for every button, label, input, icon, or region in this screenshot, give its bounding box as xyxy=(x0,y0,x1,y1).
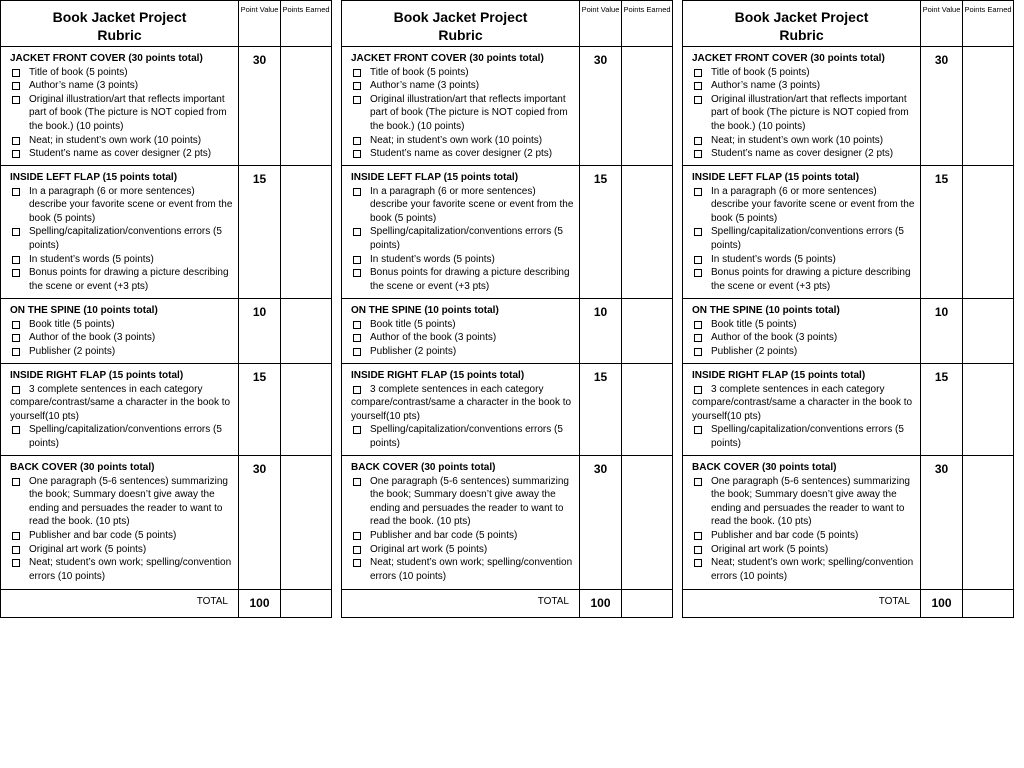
criteria-item xyxy=(692,318,915,332)
criteria-text: Spelling/capitalization/conventions errors (5 points) xyxy=(370,226,563,251)
point-value: 30 xyxy=(239,456,281,590)
checkbox-icon[interactable] xyxy=(694,228,702,236)
criteria-item xyxy=(10,79,233,93)
criteria-item xyxy=(351,475,574,529)
criteria-item xyxy=(10,383,233,424)
criteria-item xyxy=(10,423,233,450)
rubric-title-line2: Rubric xyxy=(97,27,142,43)
points-earned-cell[interactable] xyxy=(622,364,673,456)
checkbox-icon[interactable] xyxy=(694,69,702,77)
checkbox-icon[interactable] xyxy=(12,150,20,158)
point-value: 30 xyxy=(239,47,281,166)
rubric-section-row xyxy=(1,364,332,456)
criteria-text: Title of book (5 points) xyxy=(29,66,128,78)
rubric-sections xyxy=(1,47,332,590)
points-earned-cell[interactable] xyxy=(281,166,332,299)
checkbox-icon[interactable] xyxy=(353,532,361,540)
section-criteria xyxy=(683,47,921,166)
criteria-item xyxy=(10,66,233,80)
criteria-text: Book title (5 points) xyxy=(29,318,115,330)
criteria-text: Neat; in student’s own work (10 points) xyxy=(370,134,543,146)
section-criteria xyxy=(683,364,921,456)
section-criteria xyxy=(342,299,580,364)
checkbox-icon[interactable] xyxy=(694,559,702,567)
checkbox-icon[interactable] xyxy=(12,334,20,342)
rubric-section-row xyxy=(1,299,332,364)
rubric-section-row xyxy=(683,364,1014,456)
section-title: BACK COVER (30 points total) xyxy=(351,462,496,473)
checkbox-icon[interactable] xyxy=(353,348,361,356)
checkbox-icon[interactable] xyxy=(353,321,361,329)
criteria-text: Student’s name as cover designer (2 pts) xyxy=(29,148,212,160)
section-title: ON THE SPINE (10 points total) xyxy=(351,305,499,316)
criteria-item xyxy=(692,79,915,93)
checkbox-icon[interactable] xyxy=(694,137,702,145)
section-criteria xyxy=(342,364,580,456)
criteria-text: Student’s name as cover designer (2 pts) xyxy=(711,148,894,160)
criteria-item xyxy=(692,423,915,450)
total-row xyxy=(1,590,332,618)
total-value: 100 xyxy=(580,590,622,618)
criteria-text: Author’s name (3 points) xyxy=(711,80,821,92)
criteria-text: Neat; student’s own work; spelling/convention errors (10 points) xyxy=(711,557,914,582)
criteria-item xyxy=(10,266,233,293)
criteria-item xyxy=(692,225,915,252)
points-earned-header: Points Earned xyxy=(622,1,673,47)
rubric-section-row xyxy=(342,299,673,364)
checkbox-icon[interactable] xyxy=(694,348,702,356)
checkbox-icon[interactable] xyxy=(694,532,702,540)
criteria-item xyxy=(10,543,233,557)
rubric-title xyxy=(683,1,921,47)
checkbox-icon[interactable] xyxy=(12,321,20,329)
checkbox-icon[interactable] xyxy=(353,269,361,277)
checkbox-icon[interactable] xyxy=(694,321,702,329)
criteria-item xyxy=(692,134,915,148)
point-value: 15 xyxy=(239,166,281,299)
points-earned-cell[interactable] xyxy=(281,364,332,456)
criteria-text: Student’s name as cover designer (2 pts) xyxy=(370,148,553,160)
criteria-text: In a paragraph (6 or more sentences) describe your favorite scene or event from the book (5 points) xyxy=(711,185,915,224)
criteria-text: Book title (5 points) xyxy=(711,318,797,330)
criteria-text: Publisher and bar code (5 points) xyxy=(711,529,859,541)
checkbox-icon[interactable] xyxy=(353,426,361,434)
checkbox-icon[interactable] xyxy=(353,334,361,342)
total-earned-cell[interactable] xyxy=(963,590,1014,618)
rubric-section-row xyxy=(683,47,1014,166)
checkbox-icon[interactable] xyxy=(694,269,702,277)
criteria-text: Bonus points for drawing a picture describing the scene or event (+3 pts) xyxy=(711,267,911,292)
criteria-text: Publisher (2 points) xyxy=(711,345,798,357)
rubric-section-row xyxy=(1,47,332,166)
checkbox-icon[interactable] xyxy=(694,82,702,90)
checkbox-icon[interactable] xyxy=(353,82,361,90)
criteria-item xyxy=(351,93,574,134)
total-row xyxy=(342,590,673,618)
checkbox-icon[interactable] xyxy=(353,150,361,158)
criteria-item xyxy=(351,556,574,583)
points-earned-cell[interactable] xyxy=(622,299,673,364)
section-criteria xyxy=(683,166,921,299)
criteria-item xyxy=(10,253,233,267)
rubric-title xyxy=(342,1,580,47)
point-value: 15 xyxy=(921,364,963,456)
checkbox-icon[interactable] xyxy=(353,256,361,264)
section-criteria xyxy=(342,47,580,166)
rubric-table xyxy=(0,0,332,618)
points-earned-header: Points Earned xyxy=(963,1,1014,47)
rubric-title-line2: Rubric xyxy=(779,27,824,43)
checkbox-icon[interactable] xyxy=(353,386,361,394)
criteria-text: Title of book (5 points) xyxy=(370,66,469,78)
checkbox-icon[interactable] xyxy=(694,426,702,434)
rubric-title xyxy=(1,1,239,47)
criteria-text: Neat; in student’s own work (10 points) xyxy=(29,134,202,146)
points-earned-cell[interactable] xyxy=(281,47,332,166)
criteria-item xyxy=(351,423,574,450)
criteria-text: Neat; student’s own work; spelling/convention errors (10 points) xyxy=(29,557,232,582)
section-criteria xyxy=(1,364,239,456)
criteria-text: Publisher and bar code (5 points) xyxy=(370,529,518,541)
checkbox-icon[interactable] xyxy=(353,137,361,145)
points-earned-cell[interactable] xyxy=(963,456,1014,590)
section-title: INSIDE RIGHT FLAP (15 points total) xyxy=(10,370,184,381)
criteria-item xyxy=(10,475,233,529)
checkbox-icon[interactable] xyxy=(353,188,361,196)
criteria-text: Spelling/capitalization/conventions errors (5 points) xyxy=(711,226,904,251)
checkbox-icon[interactable] xyxy=(12,348,20,356)
section-title: INSIDE LEFT FLAP (15 points total) xyxy=(351,172,519,183)
point-value-header: Point Value xyxy=(239,1,281,47)
section-criteria xyxy=(683,299,921,364)
criteria-text: 3 complete sentences in each category compare/contrast/same a character in the book to yourself(10 pts) xyxy=(10,383,231,422)
checkbox-icon[interactable] xyxy=(353,228,361,236)
checkbox-icon[interactable] xyxy=(694,150,702,158)
checkbox-icon[interactable] xyxy=(694,334,702,342)
criteria-text: Publisher and bar code (5 points) xyxy=(29,529,177,541)
criteria-text: In a paragraph (6 or more sentences) describe your favorite scene or event from the book (5 points) xyxy=(29,185,233,224)
criteria-item xyxy=(10,147,233,161)
checkbox-icon[interactable] xyxy=(12,386,20,394)
criteria-text: Spelling/capitalization/conventions errors (5 points) xyxy=(29,424,222,449)
rubric-section-row xyxy=(342,364,673,456)
points-earned-cell[interactable] xyxy=(281,456,332,590)
criteria-item xyxy=(10,93,233,134)
criteria-text: Publisher (2 points) xyxy=(29,345,116,357)
criteria-item xyxy=(10,556,233,583)
rubric-section-row xyxy=(342,166,673,299)
rubric-section-row xyxy=(1,456,332,590)
criteria-item xyxy=(692,556,915,583)
criteria-item xyxy=(351,79,574,93)
criteria-text: Author’s name (3 points) xyxy=(29,80,139,92)
section-title: INSIDE LEFT FLAP (15 points total) xyxy=(10,172,178,183)
criteria-text: Bonus points for drawing a picture describing the scene or event (+3 pts) xyxy=(29,267,229,292)
criteria-item xyxy=(351,331,574,345)
checkbox-icon[interactable] xyxy=(353,478,361,486)
criteria-item xyxy=(10,331,233,345)
criteria-text: Author’s name (3 points) xyxy=(370,80,480,92)
criteria-item xyxy=(692,383,915,424)
criteria-text: Spelling/capitalization/conventions errors (5 points) xyxy=(29,226,222,251)
criteria-text: In student’s words (5 points) xyxy=(29,253,154,265)
criteria-text: Original illustration/art that reflects important part of book (The picture is NOT copied from the book.) (10 points) xyxy=(711,93,909,132)
point-value: 15 xyxy=(580,364,622,456)
rubric-section-row xyxy=(342,456,673,590)
checkbox-icon[interactable] xyxy=(12,228,20,236)
points-earned-header: Points Earned xyxy=(281,1,332,47)
rubric-section-row xyxy=(342,47,673,166)
checkbox-icon[interactable] xyxy=(694,188,702,196)
section-title: INSIDE RIGHT FLAP (15 points total) xyxy=(692,370,866,381)
point-value: 15 xyxy=(239,364,281,456)
rubric-copy-2 xyxy=(341,0,673,618)
rubric-section-row xyxy=(683,299,1014,364)
criteria-text: In student’s words (5 points) xyxy=(370,253,495,265)
checkbox-icon[interactable] xyxy=(353,559,361,567)
criteria-item xyxy=(351,225,574,252)
total-earned-cell[interactable] xyxy=(281,590,332,618)
points-earned-cell[interactable] xyxy=(963,299,1014,364)
total-value: 100 xyxy=(921,590,963,618)
rubric-header-row xyxy=(342,1,673,47)
criteria-item xyxy=(351,253,574,267)
criteria-item xyxy=(692,475,915,529)
point-value: 10 xyxy=(921,299,963,364)
criteria-item xyxy=(351,529,574,543)
section-title: INSIDE LEFT FLAP (15 points total) xyxy=(692,172,860,183)
total-label: TOTAL xyxy=(342,590,580,618)
criteria-text: In student’s words (5 points) xyxy=(711,253,836,265)
checkbox-icon[interactable] xyxy=(694,546,702,554)
total-label: TOTAL xyxy=(683,590,921,618)
criteria-item xyxy=(692,345,915,359)
points-earned-cell[interactable] xyxy=(622,166,673,299)
criteria-text: 3 complete sentences in each category compare/contrast/same a character in the book to yourself(10 pts) xyxy=(351,383,572,422)
criteria-item xyxy=(351,383,574,424)
criteria-item xyxy=(351,543,574,557)
checkbox-icon[interactable] xyxy=(12,96,20,104)
criteria-item xyxy=(692,331,915,345)
rubric-header-row xyxy=(683,1,1014,47)
criteria-item xyxy=(692,66,915,80)
criteria-item xyxy=(692,543,915,557)
criteria-item xyxy=(692,253,915,267)
rubric-section-row xyxy=(683,456,1014,590)
criteria-item xyxy=(692,185,915,226)
section-criteria xyxy=(1,456,239,590)
section-criteria xyxy=(342,456,580,590)
total-value: 100 xyxy=(239,590,281,618)
checkbox-icon[interactable] xyxy=(12,546,20,554)
rubric-table xyxy=(341,0,673,618)
criteria-text: Neat; student’s own work; spelling/convention errors (10 points) xyxy=(370,557,573,582)
checkbox-icon[interactable] xyxy=(12,137,20,145)
criteria-text: Original art work (5 points) xyxy=(370,543,488,555)
criteria-text: Neat; in student’s own work (10 points) xyxy=(711,134,884,146)
point-value: 10 xyxy=(580,299,622,364)
total-row xyxy=(683,590,1014,618)
point-value: 30 xyxy=(580,47,622,166)
checkbox-icon[interactable] xyxy=(12,188,20,196)
criteria-text: Original art work (5 points) xyxy=(711,543,829,555)
point-value: 30 xyxy=(921,47,963,166)
criteria-text: Bonus points for drawing a picture describing the scene or event (+3 pts) xyxy=(370,267,570,292)
criteria-text: Spelling/capitalization/conventions errors (5 points) xyxy=(370,424,563,449)
checkbox-icon[interactable] xyxy=(353,69,361,77)
checkbox-icon[interactable] xyxy=(694,96,702,104)
checkbox-icon[interactable] xyxy=(353,96,361,104)
point-value-header: Point Value xyxy=(580,1,622,47)
point-value-header: Point Value xyxy=(921,1,963,47)
checkbox-icon[interactable] xyxy=(12,256,20,264)
rubric-table xyxy=(682,0,1014,618)
total-label: TOTAL xyxy=(1,590,239,618)
rubric-title-line2: Rubric xyxy=(438,27,483,43)
criteria-text: Author of the book (3 points) xyxy=(370,332,497,344)
criteria-text: Spelling/capitalization/conventions errors (5 points) xyxy=(711,424,904,449)
criteria-item xyxy=(10,345,233,359)
criteria-text: Original illustration/art that reflects important part of book (The picture is NOT copied from the book.) (10 points) xyxy=(29,93,227,132)
section-criteria xyxy=(1,166,239,299)
section-criteria xyxy=(1,299,239,364)
checkbox-icon[interactable] xyxy=(12,82,20,90)
criteria-item xyxy=(692,147,915,161)
rubric-title-line1: Book Jacket Project xyxy=(734,9,869,25)
checkbox-icon[interactable] xyxy=(694,478,702,486)
checkbox-icon[interactable] xyxy=(12,69,20,77)
point-value: 15 xyxy=(921,166,963,299)
criteria-text: Original illustration/art that reflects important part of book (The picture is NOT copied from the book.) (10 points) xyxy=(370,93,568,132)
criteria-item xyxy=(10,134,233,148)
section-title: JACKET FRONT COVER (30 points total) xyxy=(692,53,885,64)
rubric-sections xyxy=(342,47,673,590)
rubric-header-row xyxy=(1,1,332,47)
criteria-item xyxy=(692,93,915,134)
points-earned-cell[interactable] xyxy=(963,364,1014,456)
criteria-text: Book title (5 points) xyxy=(370,318,456,330)
section-criteria xyxy=(342,166,580,299)
checkbox-icon[interactable] xyxy=(353,546,361,554)
checkbox-icon[interactable] xyxy=(12,478,20,486)
section-title: JACKET FRONT COVER (30 points total) xyxy=(10,53,203,64)
criteria-text: One paragraph (5-6 sentences) summarizing the book; Summary doesn’t give away the ending and persuades the reader to want to read the book. (10 pts) xyxy=(370,475,569,528)
rubric-copy-3 xyxy=(682,0,1014,618)
criteria-text: One paragraph (5-6 sentences) summarizing the book; Summary doesn’t give away the ending and persuades the reader to want to read the book. (10 pts) xyxy=(711,475,910,528)
criteria-text: Publisher (2 points) xyxy=(370,345,457,357)
rubric-copy-1 xyxy=(0,0,332,618)
point-value: 30 xyxy=(921,456,963,590)
point-value: 30 xyxy=(580,456,622,590)
criteria-text: 3 complete sentences in each category compare/contrast/same a character in the book to yourself(10 pts) xyxy=(692,383,913,422)
section-criteria xyxy=(1,47,239,166)
section-title: ON THE SPINE (10 points total) xyxy=(692,305,840,316)
checkbox-icon[interactable] xyxy=(12,426,20,434)
checkbox-icon[interactable] xyxy=(12,269,20,277)
checkbox-icon[interactable] xyxy=(12,559,20,567)
criteria-item xyxy=(351,66,574,80)
criteria-item xyxy=(10,318,233,332)
points-earned-cell[interactable] xyxy=(622,47,673,166)
rubric-title-line1: Book Jacket Project xyxy=(52,9,187,25)
rubric-title-line1: Book Jacket Project xyxy=(393,9,528,25)
criteria-item xyxy=(10,225,233,252)
rubric-section-row xyxy=(1,166,332,299)
criteria-text: Title of book (5 points) xyxy=(711,66,810,78)
checkbox-icon[interactable] xyxy=(12,532,20,540)
rubric-sections xyxy=(683,47,1014,590)
points-earned-cell[interactable] xyxy=(963,166,1014,299)
criteria-text: In a paragraph (6 or more sentences) describe your favorite scene or event from the book (5 points) xyxy=(370,185,574,224)
rubric-section-row xyxy=(683,166,1014,299)
section-title: INSIDE RIGHT FLAP (15 points total) xyxy=(351,370,525,381)
criteria-text: One paragraph (5-6 sentences) summarizing the book; Summary doesn’t give away the ending and persuades the reader to want to read the book. (10 pts) xyxy=(29,475,228,528)
point-value: 15 xyxy=(580,166,622,299)
section-title: JACKET FRONT COVER (30 points total) xyxy=(351,53,544,64)
criteria-item xyxy=(351,266,574,293)
total-earned-cell[interactable] xyxy=(622,590,673,618)
points-earned-cell[interactable] xyxy=(622,456,673,590)
section-title: BACK COVER (30 points total) xyxy=(692,462,837,473)
checkbox-icon[interactable] xyxy=(694,256,702,264)
criteria-item xyxy=(351,147,574,161)
criteria-item xyxy=(692,529,915,543)
criteria-item xyxy=(351,345,574,359)
section-title: ON THE SPINE (10 points total) xyxy=(10,305,158,316)
criteria-item xyxy=(692,266,915,293)
checkbox-icon[interactable] xyxy=(694,386,702,394)
section-criteria xyxy=(683,456,921,590)
criteria-item xyxy=(351,318,574,332)
criteria-item xyxy=(10,185,233,226)
criteria-item xyxy=(351,185,574,226)
points-earned-cell[interactable] xyxy=(963,47,1014,166)
points-earned-cell[interactable] xyxy=(281,299,332,364)
section-title: BACK COVER (30 points total) xyxy=(10,462,155,473)
criteria-text: Author of the book (3 points) xyxy=(711,332,838,344)
criteria-text: Original art work (5 points) xyxy=(29,543,147,555)
criteria-item xyxy=(351,134,574,148)
criteria-text: Author of the book (3 points) xyxy=(29,332,156,344)
point-value: 10 xyxy=(239,299,281,364)
criteria-item xyxy=(10,529,233,543)
